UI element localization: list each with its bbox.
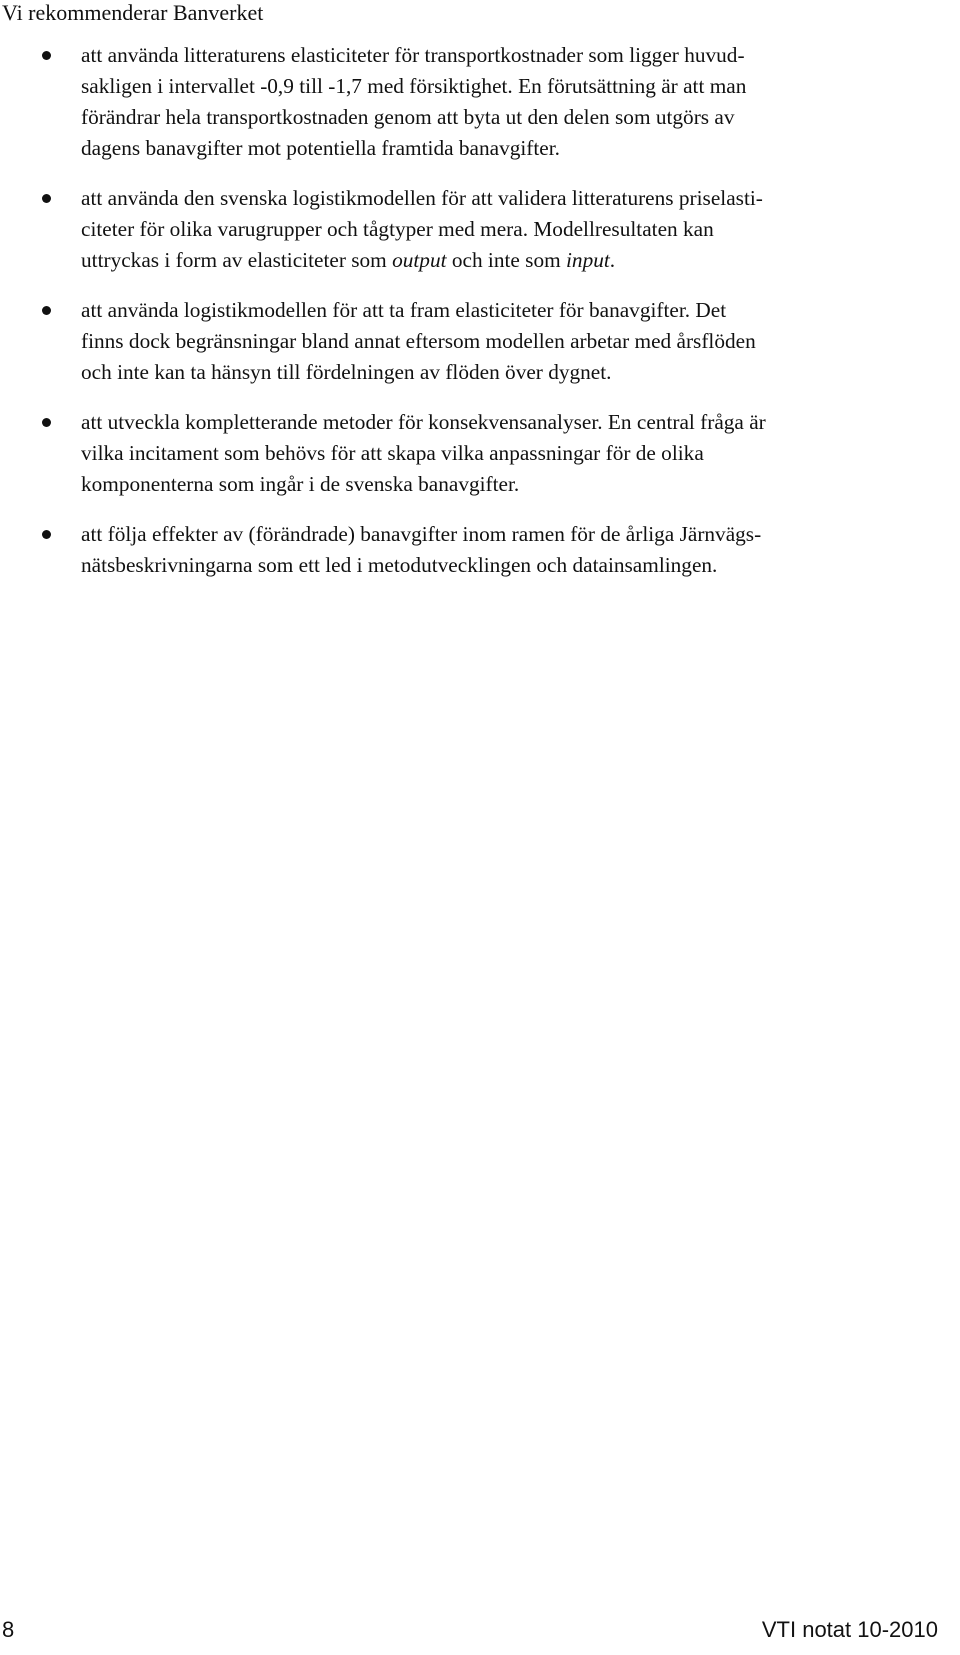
bullet-icon bbox=[42, 51, 51, 60]
list-item bbox=[0, 295, 960, 388]
text-line: citeter för olika varugrupper och tågtyper med mera. Modellresultaten kan bbox=[81, 217, 714, 241]
list-item bbox=[0, 519, 960, 581]
text-segment: . bbox=[609, 248, 616, 272]
text-line: att utveckla kompletterande metoder för konsekvensanalyser. En central fråga är bbox=[81, 410, 766, 434]
emphasis-output: output bbox=[392, 248, 447, 272]
list-item bbox=[0, 407, 960, 500]
section-heading: Vi rekommenderar Banverket bbox=[2, 0, 264, 25]
page-number: 8 bbox=[2, 1617, 15, 1642]
emphasis-input: input bbox=[566, 248, 610, 272]
text-line: att använda logistikmodellen för att ta fram elasticiteter för banavgifter. Det bbox=[81, 298, 727, 322]
text-line: sakligen i intervallet -0,9 till -1,7 med försiktighet. En förutsättning är att man bbox=[81, 74, 747, 98]
bullet-icon bbox=[42, 194, 51, 203]
bullet-icon bbox=[42, 306, 51, 315]
publication-id: VTI notat 10-2010 bbox=[761, 1617, 938, 1642]
text-line: nätsbeskrivningarna som ett led i metodutvecklingen och datainsamlingen. bbox=[81, 553, 718, 577]
text-line: att använda den svenska logistikmodellen för att validera litteraturens priselasti- bbox=[81, 186, 763, 210]
text-line: komponenterna som ingår i de svenska banavgifter. bbox=[81, 472, 520, 496]
text-line: förändrar hela transportkostnaden genom att byta ut den delen som utgörs av bbox=[81, 105, 735, 129]
bullet-icon bbox=[42, 530, 51, 539]
recommendation-list bbox=[0, 40, 960, 600]
text-line bbox=[81, 245, 940, 276]
text-line: att använda litteraturens elasticiteter för transportkostnader som ligger huvud- bbox=[81, 43, 745, 67]
text-line: dagens banavgifter mot potentiella framtida banavgifter. bbox=[81, 136, 561, 160]
text-segment: och inte som bbox=[446, 248, 566, 272]
text-line: att följa effekter av (förändrade) banavgifter inom ramen för de årliga Järnvägs- bbox=[81, 522, 762, 546]
text-line: finns dock begränsningar bland annat eftersom modellen arbetar med årsflöden bbox=[81, 329, 756, 353]
text-line: vilka incitament som behövs för att skapa vilka anpassningar för de olika bbox=[81, 441, 704, 465]
list-item bbox=[0, 183, 960, 276]
list-item bbox=[0, 40, 960, 164]
text-line: och inte kan ta hänsyn till fördelningen av flöden över dygnet. bbox=[81, 360, 612, 384]
text-segment: uttryckas i form av elasticiteter som bbox=[81, 248, 393, 272]
bullet-icon bbox=[42, 418, 51, 427]
